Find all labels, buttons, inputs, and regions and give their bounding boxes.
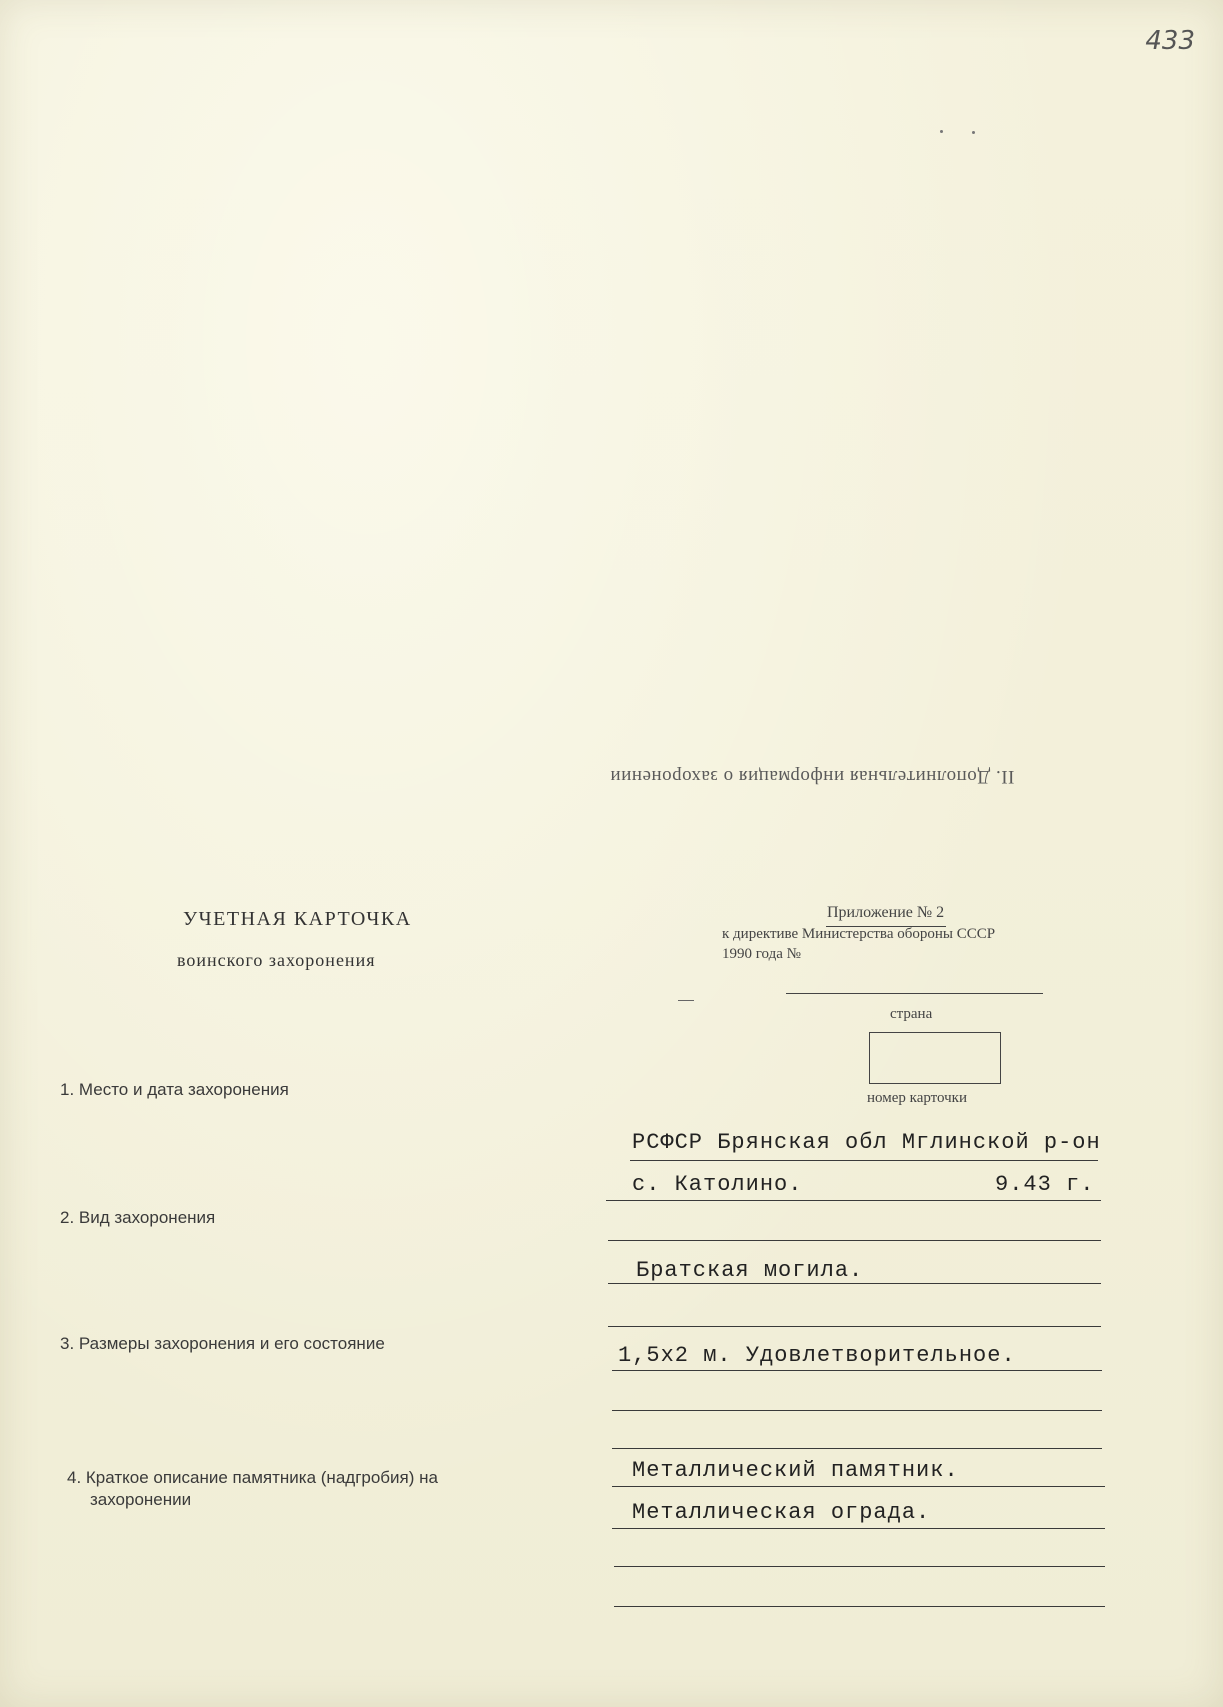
country-label: страна bbox=[890, 1006, 933, 1022]
card-number-label: номер карточки bbox=[867, 1090, 967, 1106]
answer-line bbox=[614, 1566, 1105, 1567]
card-title: УЧЕТНАЯ КАРТОЧКА bbox=[183, 908, 412, 930]
answer-line bbox=[612, 1528, 1105, 1529]
answer-line bbox=[630, 1160, 1098, 1161]
dash-mark bbox=[678, 1000, 694, 1001]
field-label-burial-type: 2. Вид захоронения bbox=[60, 1208, 216, 1227]
answer-line bbox=[612, 1486, 1105, 1487]
field-label-size-state: 3. Размеры захоронения и его состояние bbox=[60, 1334, 385, 1353]
directive-line1: к директиве Министерства обороны СССР bbox=[722, 926, 996, 942]
page-number: 433 bbox=[1145, 26, 1195, 56]
typed-monument-line1: Металлический памятник. bbox=[632, 1458, 959, 1483]
answer-line bbox=[612, 1448, 1102, 1449]
answer-line bbox=[614, 1606, 1105, 1607]
mirrored-show-through-text: II. Дополнительная информация о захоронении bbox=[610, 766, 1015, 787]
answer-line bbox=[612, 1370, 1102, 1371]
answer-line bbox=[606, 1200, 1101, 1201]
answer-line bbox=[608, 1326, 1101, 1327]
field-label-monument-line1: 4. Краткое описание памятника (надгробия) на bbox=[67, 1468, 438, 1487]
answer-line bbox=[608, 1283, 1101, 1284]
typed-place-line2: с. Католино. bbox=[632, 1172, 803, 1197]
typed-burial-type: Братская могила. bbox=[636, 1258, 864, 1283]
field-label-monument-line2: захоронении bbox=[90, 1490, 192, 1509]
country-line bbox=[786, 993, 1043, 994]
typed-date: 9.43 г. bbox=[995, 1172, 1095, 1197]
ink-speck bbox=[940, 130, 943, 133]
answer-line bbox=[612, 1410, 1102, 1411]
card-subtitle: воинского захоронения bbox=[177, 950, 376, 970]
appendix-label: Приложение № 2 bbox=[827, 904, 945, 921]
card-number-box[interactable] bbox=[869, 1032, 1001, 1084]
field-label-place-date: 1. Место и дата захоронения bbox=[60, 1080, 289, 1099]
typed-size-state: 1,5х2 м. Удовлетворительное. bbox=[618, 1343, 1016, 1368]
directive-line2: 1990 года № bbox=[722, 946, 801, 962]
ink-speck bbox=[972, 131, 975, 134]
typed-monument-line2: Металлическая ограда. bbox=[632, 1500, 931, 1525]
answer-line bbox=[608, 1240, 1101, 1241]
typed-place-line1: РСФСР Брянская обл Мглинской р-он bbox=[632, 1130, 1101, 1155]
